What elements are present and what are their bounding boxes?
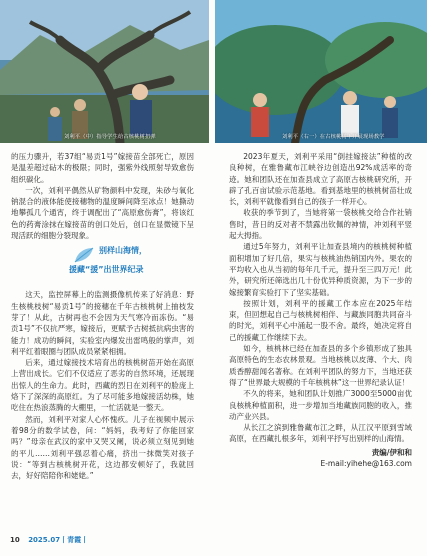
editor-credit: 责编/伊和和 (371, 447, 412, 457)
section-subheading (11, 243, 194, 285)
paragraph: 如今，核桃林已经在加查县的多个乡镇形成了独具高原特色的生态农林景观。当地核桃以皮薄、个大、肉质香醇甜闻名著称。在刘利平团队的努力下，当地还获得了“世界最大规模的千年核桃林”这一世界纪录认证！ (229, 344, 412, 387)
paragraph: 按照计划，刘利平的援藏工作本应在2025年结束，但回想起自己与核桃树相伴、与藏族同胞共同奋斗的时光，刘利平心中涌起一股不舍。最终，她决定将自己的援藏工作继续下去。 (229, 298, 412, 342)
paragraph: 的压力骤升，若37组“易贡1号”嫁接苗全部死亡，原因是温差超过砧木的极限；同时，强紫外线照射导致愈伤组织碳化。 (11, 152, 194, 184)
subheading-line-1: 别样山海情， (99, 246, 147, 256)
paragraph: 然而，刘利平对家人心怀愧疚。儿子在视频中展示着98分的数学试卷，问：“妈妈，我考好了你能回家吗？”母亲在武汉的家中又哭又阑，说必须立刻见到她的平儿……刘利平强忍着心痛，挤出一抹微笑对孩子说：“等到古核桃树开花，这边都安顿好了，我就回去，好好陪陪你和姥姥。” (11, 414, 194, 481)
article-column-right (229, 151, 412, 469)
page-number: 10 (10, 536, 20, 544)
paragraph: 后来，通过嫁接技术培育出的核桃树苗开始在高原上营出成长。它们不仅适应了恶劣的自然环境，还展现出惊人的生命力。此时，西藏的烈日在刘利平的脸庞上烙下了深深的高原红。为了尽可能多地嫁接活幼株，她吃住在热浪蒸腾的大棚里，一忙活就是一整天。 (11, 358, 194, 413)
paragraph: 一次，刘利平偶然从矿物颜料中发现，朱砂与氧化钠混合的液体能使接穗物的温度瞬间降至冰点！她撕动地攀孤几个通宵，终于调配出了“高原愈伤膏”，将该红色的药膏涂抹在嫁接苗的创口处后，创口在显微镜下呈现活跃的细胞分裂现象。 (11, 185, 194, 241)
subheading-line-2: 援藏“援”出世界纪录 (69, 265, 144, 275)
photo-right (215, 0, 427, 143)
editor-email: E-mail:yihehe@163.com (320, 459, 412, 469)
issue-label: 2025.07丨青霞丨 (28, 536, 89, 544)
paragraph: 从长江之滨到雅鲁藏布江之畔，从江汉平原到雪域高原，在西藏扎根多年，刘利平抒写出别样的山海情。 (229, 423, 412, 444)
caption-left: 刘利平（中）指导学生给古核桃树扭弹 (64, 134, 156, 140)
paragraph: 收获的季节到了，当她将第一袋核桃交给合作社销售时，昔日的反对者不禁露出钦佩的神情，冲刘利平竖起大拇指。 (229, 208, 412, 241)
paragraph: 通过5年努力，刘利平让加查县境内的核桃树种植面积增加了好几倍，果实与核桃油热销国内外。果农的平均收入也从当初的每年几千元，提升至三四万元！此外，研究所还筛选出几十份优异种质资源，为下一步的嫁接繁育实验打下了坚实基础。 (229, 242, 412, 297)
paragraph: 这天，监控屏幕上的监测摄像机传来了好消息：野生核桃枝树“易贡1号”的接穗在千年古核桃树上抽枝发芽了！从此，古树再也不会因为天气寒冷而冻伤。“易贡1号”不仅抗严寒，嫁接后，更赋予古树抵抗病虫害的能力！成功的瞬间，实验室内爆发出雷鸣般的掌声，刘利平红着眼圈与团队成员紧紧相拥。 (11, 290, 194, 356)
caption-right: 刘利平（右一）在古核桃树下开展现场教学 (282, 134, 385, 140)
paragraph: 2023年夏天，刘利平采用“倒挂嫁接法”种植的改良种树，在雅鲁藏布江峡谷边创造出92%成活率的奇迹。她和团队还在加查县成立了高原古核桃研究所，开辟了孔百亩试验示范基地。看到基地里的核桃树苗壮成长，刘利平就像看到自己的孩子一样开心。 (229, 152, 412, 207)
photo-left (0, 0, 209, 143)
paragraph: 不久的将来，她和团队计划推广3000至5000亩优良核桃种植面积，进一步增加当地藏族同胞的收入，推动产业兴县。 (229, 389, 412, 421)
page-footer (10, 535, 88, 545)
article-column-left (11, 151, 194, 481)
